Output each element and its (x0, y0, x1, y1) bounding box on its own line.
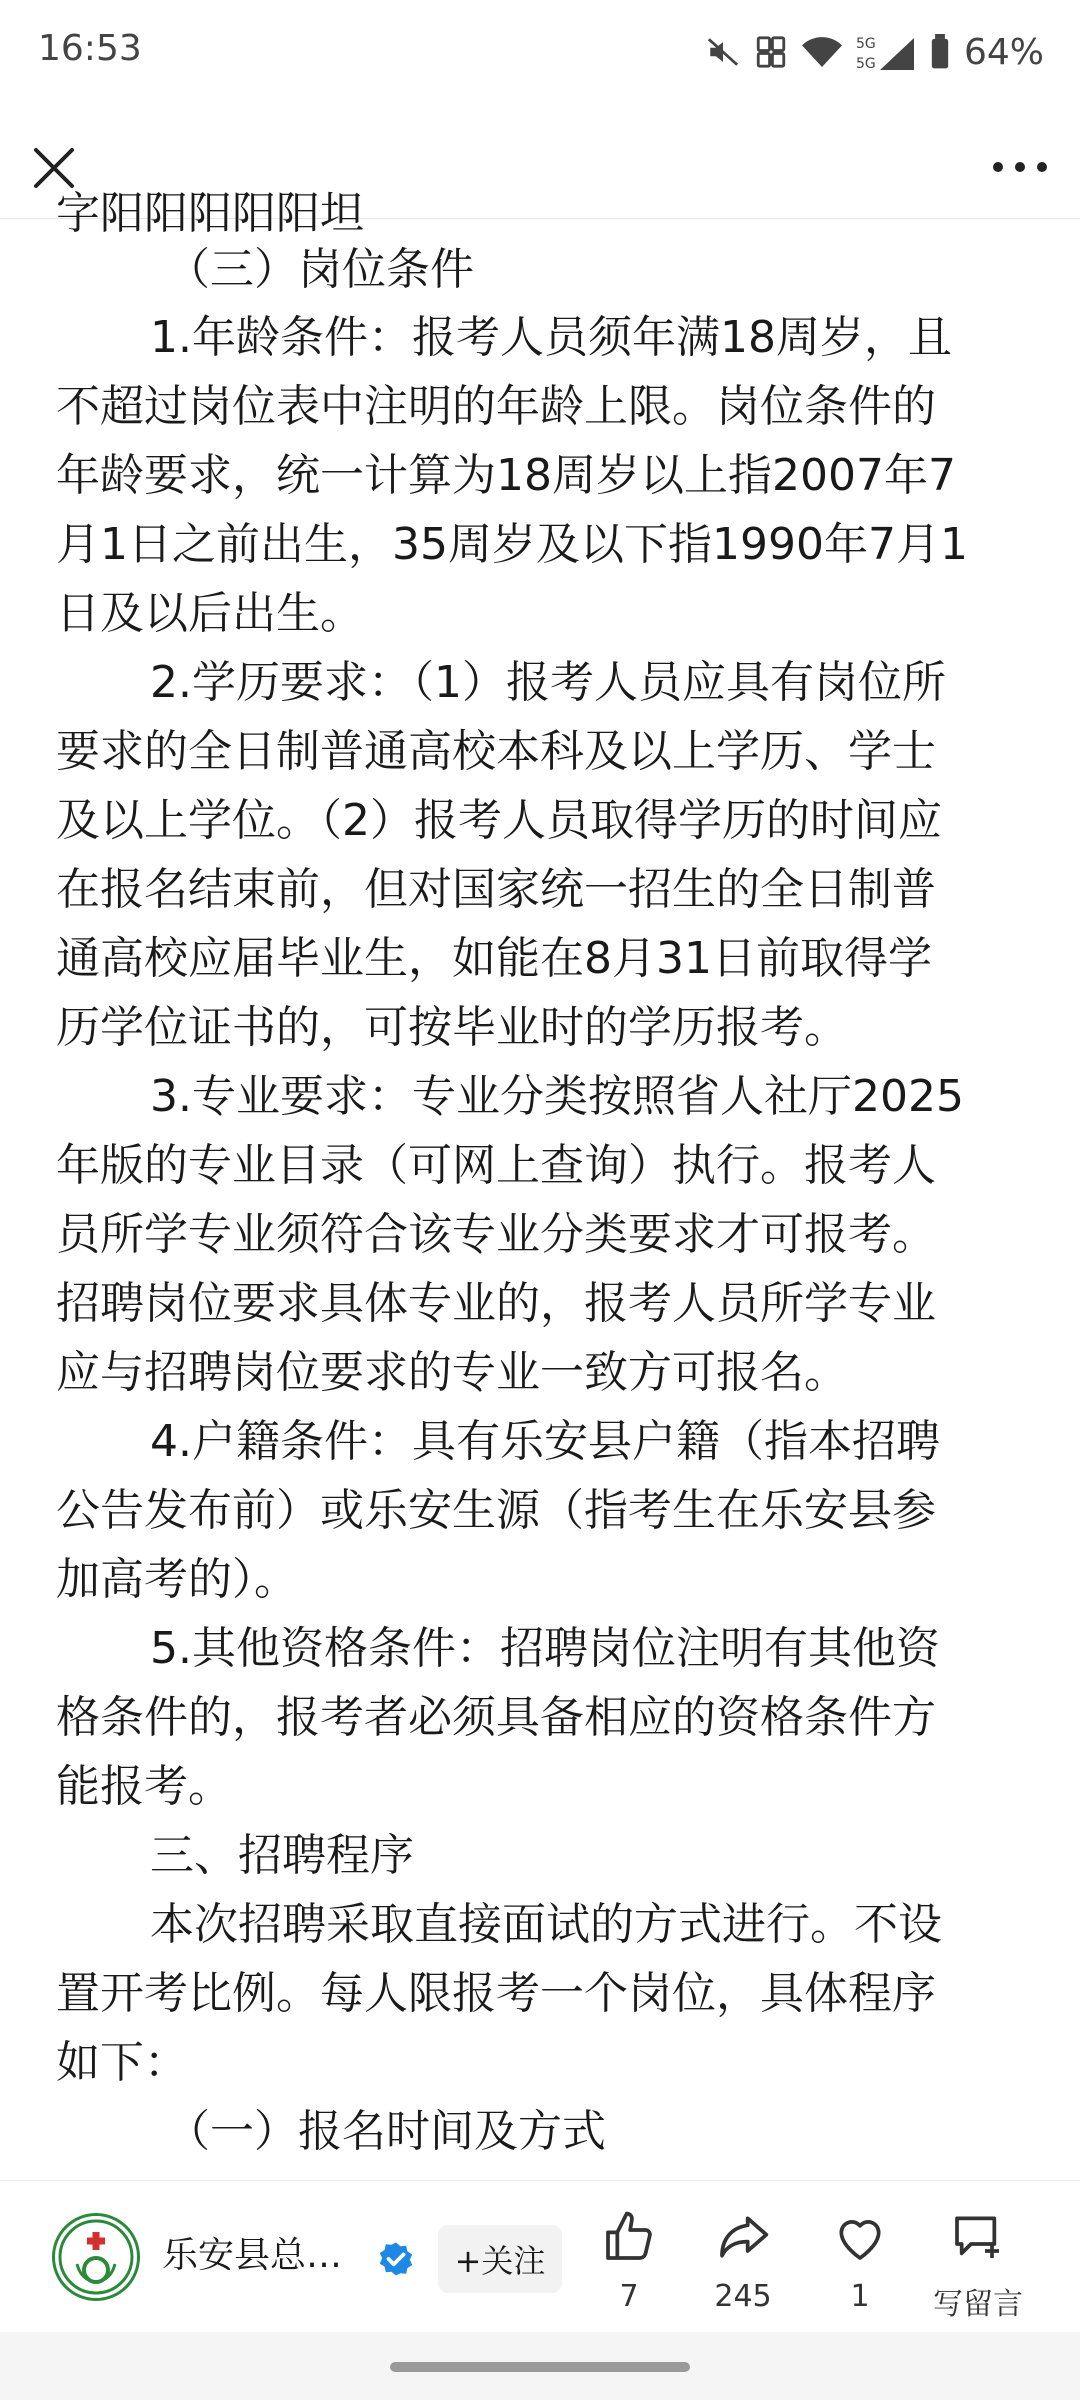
wifi-icon (802, 35, 842, 69)
gesture-navigation-area (0, 2332, 1080, 2400)
article-line: 置开考比例。每人限报考一个岗位，具体程序 (56, 1968, 936, 2019)
article-line: 及以上学位。（2）报考人员取得学历的时间应 (56, 795, 942, 846)
article-line: 在报名结束前，但对国家统一招生的全日制普 (56, 864, 936, 915)
article-line: 1.年龄条件：报考人员须年满18周岁，且 (150, 312, 952, 363)
article-line: 历学位证书的，可按毕业时的学历报考。 (56, 1002, 848, 1053)
like-count: 7 (619, 2279, 639, 2314)
article-line: 加高考的）。 (56, 1554, 298, 1605)
more-icon[interactable] (988, 152, 1052, 182)
article-line: 年版的专业目录（可网上查询）执行。报考人 (56, 1140, 936, 1191)
article-line: 本次招聘采取直接面试的方式进行。不设 (150, 1899, 942, 1950)
article-line: 招聘岗位要求具体专业的，报考人员所学专业 (56, 1278, 936, 1329)
article-line: 如下： (56, 2037, 188, 2088)
article-line: 要求的全日制普通高校本科及以上学历、学士 (56, 726, 936, 777)
article-line: 应与招聘岗位要求的专业一致方可报名。 (56, 1347, 848, 1398)
article-line: 月1日之前出生，35周岁及以下指1990年7月1 (56, 519, 968, 570)
heart-icon (832, 2209, 888, 2265)
favorite-count: 1 (850, 2279, 870, 2314)
section-heading: 三、招聘程序 (150, 1830, 414, 1881)
svg-text:5G: 5G (855, 56, 876, 72)
status-bar (0, 0, 1080, 108)
article-line: 格条件的，报考者必须具备相应的资格条件方 (56, 1692, 936, 1743)
article-body (0, 188, 1080, 2180)
mute-icon (706, 35, 740, 69)
comment-button[interactable] (918, 2209, 1038, 2323)
svg-text:5G: 5G (855, 36, 876, 52)
dual-sim-icon (754, 35, 788, 69)
thumbs-up-icon (601, 2209, 657, 2265)
article-line: 不超过岗位表中注明的年龄上限。岗位条件的 (56, 381, 936, 432)
section-heading: （一）报名时间及方式 (166, 2106, 606, 2157)
hospital-logo-icon (55, 2216, 137, 2298)
status-icons (706, 28, 1044, 76)
comment-icon (950, 2209, 1006, 2265)
share-count: 245 (714, 2279, 772, 2314)
like-button[interactable] (574, 2209, 684, 2314)
battery-icon (930, 34, 950, 70)
article-line: 日及以后出生。 (56, 588, 364, 639)
article-line: 年龄要求，统一计算为18周岁以上指2007年7 (56, 450, 956, 501)
article-line: 3.专业要求：专业分类按照省人社厅2025 (150, 1071, 964, 1122)
favorite-button[interactable] (805, 2209, 915, 2314)
follow-button[interactable]: +关注 (438, 2225, 562, 2293)
gesture-handle[interactable] (390, 2362, 690, 2372)
battery-percentage: 64% (963, 31, 1044, 73)
account-avatar[interactable] (52, 2213, 140, 2301)
account-name[interactable]: 乐安县总… (162, 2235, 343, 2276)
article-line: 能报考。 (56, 1761, 232, 1812)
bottom-action-bar (0, 2180, 1080, 2333)
share-icon (715, 2209, 771, 2265)
article-line: 5.其他资格条件：招聘岗位注明有其他资 (150, 1623, 940, 1674)
article-line: 公告发布前）或乐安生源（指考生在乐安县参 (56, 1485, 936, 1536)
verified-badge-icon (378, 2241, 414, 2277)
article-line: 通高校应届毕业生，如能在8月31日前取得学 (56, 933, 932, 984)
close-icon[interactable] (28, 142, 80, 194)
article-line: 4.户籍条件：具有乐安县户籍（指本招聘 (150, 1416, 940, 1467)
section-heading: （三）岗位条件 (166, 244, 474, 295)
5g-signal-icon (856, 32, 916, 72)
share-button[interactable] (688, 2209, 798, 2314)
comment-label: 写留言 (933, 2287, 1023, 2322)
article-line: 员所学专业须符合该专业分类要求才可报考。 (56, 1209, 936, 1260)
article-line: 2.学历要求：（1）报考人员应具有岗位所 (150, 657, 946, 708)
status-time: 16:53 (38, 28, 142, 69)
article-line-partial: 字阳阳阳阳阳坦 (56, 188, 364, 239)
